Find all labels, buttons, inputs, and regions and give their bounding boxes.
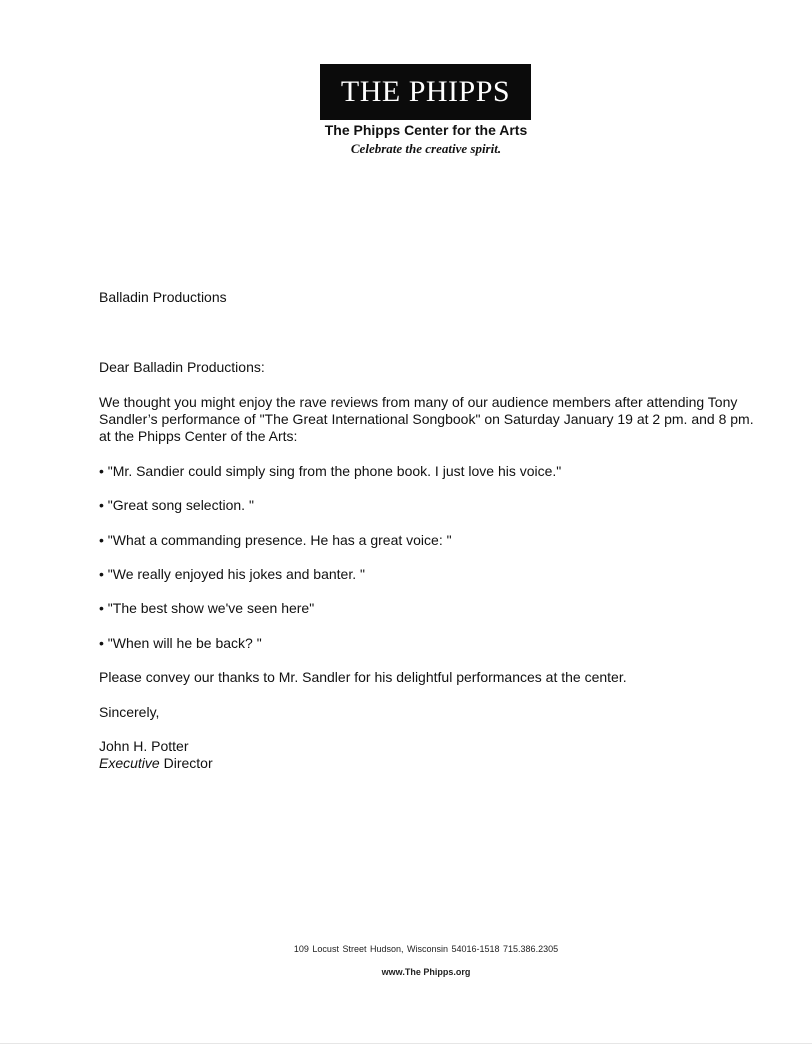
organization-name: The Phipps Center for the Arts [324,122,528,138]
signer-name: John H. Potter [99,738,189,754]
footer-website: www.The Phipps.org [381,967,471,977]
tagline: Celebrate the creative spirit. [350,141,502,156]
phipps-logo [320,64,531,120]
salutation: Dear Balladin Productions: [99,359,265,375]
closing: Sincerely, [99,704,160,720]
signer-title [99,755,759,772]
footer-address: 109 Locust Street Hudson, Wisconsin 54016-1518 715.386.2305 [293,944,559,954]
review-item: • "When will he be back? " [99,635,262,651]
signer-title-italic: Executive [99,755,160,771]
review-item: • "Mr. Sandier could simply sing from the phone book. I just love his voice." [99,463,562,479]
review-item: • "The best show we've seen here" [99,600,315,616]
signer-title-rest: Director [159,755,213,771]
scan-edge-line [0,1043,812,1044]
recipient-name: Balladin Productions [99,289,227,305]
review-item: • "What a commanding presence. He has a great voice: " [99,532,452,548]
review-item: • "We really enjoyed his jokes and banter. " [99,566,365,582]
review-item: • "Great song selection. " [99,497,254,513]
thanks-paragraph: Please convey our thanks to Mr. Sandler for his delightful performances at the center. [99,669,627,685]
logo-text: THE PHIPPS [340,75,511,108]
intro-paragraph: We thought you might enjoy the rave reviews from many of our audience members after attending Tony Sandler’s performance of "The Great International Songbook" on Saturday January 19 at 2 pm. and 8 pm. at the Phipps Center of the Arts: [99,394,754,444]
